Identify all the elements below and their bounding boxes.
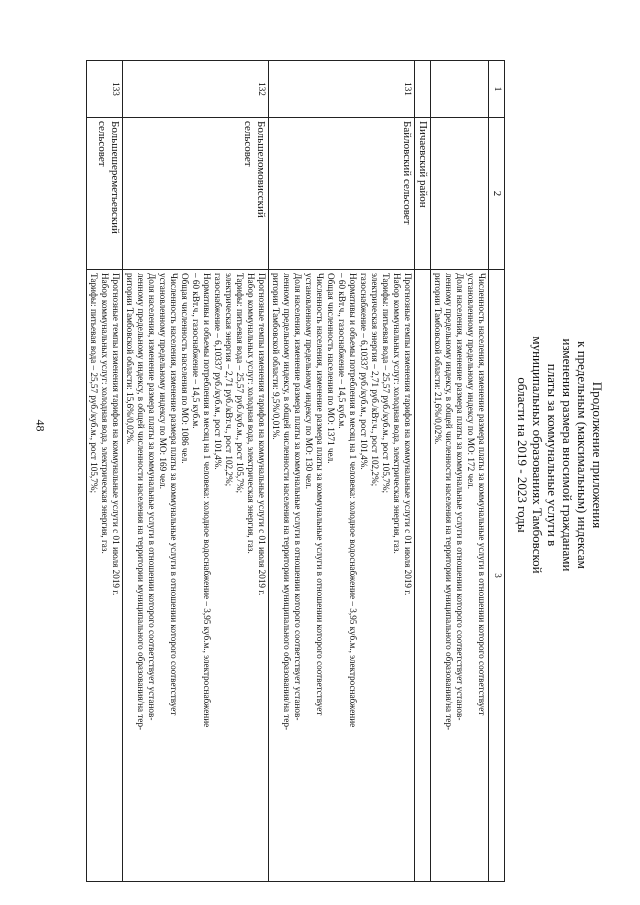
- text-line: Доля населения, изменение размера платы за коммунальные услуги в отношении которого соответствует установ-: [455, 273, 465, 721]
- text-line: установленному предельному индексу по МО: 130 чел.: [304, 273, 314, 490]
- row-number-cell: [415, 61, 431, 118]
- region-name: Пичаевский район: [415, 118, 431, 270]
- text-line: ленному предельному индексу, в общей численности населения на территории муниципального образования/на тер-: [282, 273, 292, 731]
- text-line: Прогнозные темпы изменения тарифов на коммунальные услуги с 01 июля 2019 г.: [257, 273, 267, 596]
- text-line: Общая численность населения по МО: 1371 чел.: [326, 273, 336, 464]
- text-line: Набор коммунальных услуг: холодная вода, электрическая энергия, газ.: [246, 273, 256, 554]
- region-row: [415, 61, 431, 882]
- column-header: 1: [489, 61, 505, 118]
- municipality-cell: [431, 118, 489, 270]
- text-line: ленному предельному индексу, в общей численности населения на территории муниципального образования/на тер-: [136, 273, 146, 731]
- appendix-heading: [515, 55, 605, 855]
- table-row: [269, 61, 415, 882]
- municipality-cell: Большешереметьевский сельсовет: [87, 118, 123, 270]
- text-line: Общая численность населения по МО: 1086 чел.: [180, 273, 190, 464]
- description-cell: [269, 270, 415, 882]
- description-cell: [87, 270, 123, 882]
- text-line: Тарифы: питьевая вода – 25,57 руб./куб.м., рост 105,7%;: [89, 273, 99, 494]
- text-line: установленному предельному индексу по МО: 172 чел.: [466, 273, 476, 490]
- text-line: Набор коммунальных услуг: холодная вода, электрическая энергия, газ.: [392, 273, 402, 554]
- heading-line: муниципальных образованиях Тамбовской: [530, 336, 545, 574]
- text-line: ленному предельному индексу, в общей численности населения на территории муниципального образования/на тер-: [444, 273, 454, 731]
- description-cell: [415, 270, 431, 882]
- tariff-table: [86, 60, 505, 882]
- text-line: газоснабжение – 6,10337 руб./куб.м., рост 101,4%.: [213, 273, 223, 470]
- text-line: Тарифы: питьевая вода – 25,57 руб./куб.м., рост 105,7%;: [235, 273, 245, 494]
- text-line: электрическая энергия – 2,71 руб./кВт.ч., рост 102,2%;: [370, 273, 380, 487]
- description-cell: [431, 270, 489, 882]
- text-line: Прогнозные темпы изменения тарифов на коммунальные услуги с 01 июля 2019 г.: [403, 273, 413, 596]
- table-row: [87, 61, 123, 882]
- text-line: ритории Тамбовской области: 15,6%/0,02%.: [125, 273, 135, 445]
- text-line: ритории Тамбовской области: 9,5%/0,01%.: [271, 273, 281, 440]
- text-line: Нормативы и объемы потребления в месяц на 1 человека: холодное водоснабжение – 3,95 куб.м., электроснабжение: [348, 273, 358, 728]
- column-header: 3: [489, 270, 505, 882]
- column-header: 2: [489, 118, 505, 270]
- row-number-cell: [431, 61, 489, 118]
- heading-line: области на 2019 - 2023 годы: [515, 377, 530, 533]
- heading-line: к предельным (максимальным) индексам: [575, 341, 590, 569]
- heading-line: изменения размера вносимой гражданами: [560, 338, 575, 572]
- municipality-cell: Большеломовисский сельсовет: [123, 118, 269, 270]
- text-line: Численность населения, изменение размера платы за коммунальные услуги в отношении которого соответствует: [169, 273, 179, 716]
- municipality-cell: Байловский сельсовет: [269, 118, 415, 270]
- table-row: [123, 61, 269, 882]
- text-line: Численность населения, изменение размера платы за коммунальные услуги в отношении которого соответствует: [315, 273, 325, 716]
- text-line: газоснабжение – 6,10337 руб./куб.м., рост 101,4%.: [359, 273, 369, 470]
- table-header-row: [489, 61, 505, 882]
- text-line: ритории Тамбовской области: 21,6%/0,02%.: [433, 273, 443, 445]
- text-line: Нормативы и объемы потребления в месяц на 1 человека: холодное водоснабжение – 3,95 куб.м., электроснабжение: [202, 273, 212, 728]
- text-line: электрическая энергия – 2,71 руб./кВт.ч., рост 102,2%;: [224, 273, 234, 487]
- text-line: Доля населения, изменение размера платы за коммунальные услуги в отношении которого соответствует установ-: [293, 273, 303, 721]
- text-line: Прогнозные темпы изменения тарифов на коммунальные услуги с 01 июля 2019 г.: [111, 273, 121, 596]
- text-line: установленному предельному индексу по МО: 169 чел.: [158, 273, 168, 490]
- text-line: Доля населения, изменение размера платы за коммунальные услуги в отношении которого соответствует установ-: [147, 273, 157, 721]
- text-line: – 60 кВт.ч., газоснабжение – 14,5 куб.м.: [191, 273, 201, 429]
- text-line: Численность населения, изменение размера платы за коммунальные услуги в отношении которого соответствует: [477, 273, 487, 716]
- page-number: 48: [33, 419, 48, 432]
- table-row: [431, 61, 489, 882]
- text-line: – 60 кВт.ч., газоснабжение – 14,5 куб.м.: [337, 273, 347, 429]
- text-line: Тарифы: питьевая вода – 25,57 руб./куб.м., рост 105,7%;: [381, 273, 391, 494]
- heading-line: платы за коммунальные услуги в: [545, 363, 560, 547]
- heading-line: Продолжение приложения: [590, 381, 605, 529]
- row-number-cell: 132: [123, 61, 269, 118]
- rotated-page-content: [85, 35, 605, 875]
- row-number-cell: 133: [87, 61, 123, 118]
- text-line: Набор коммунальных услуг: холодная вода, электрическая энергия, газ.: [100, 273, 110, 554]
- description-cell: [123, 270, 269, 882]
- row-number-cell: 131: [269, 61, 415, 118]
